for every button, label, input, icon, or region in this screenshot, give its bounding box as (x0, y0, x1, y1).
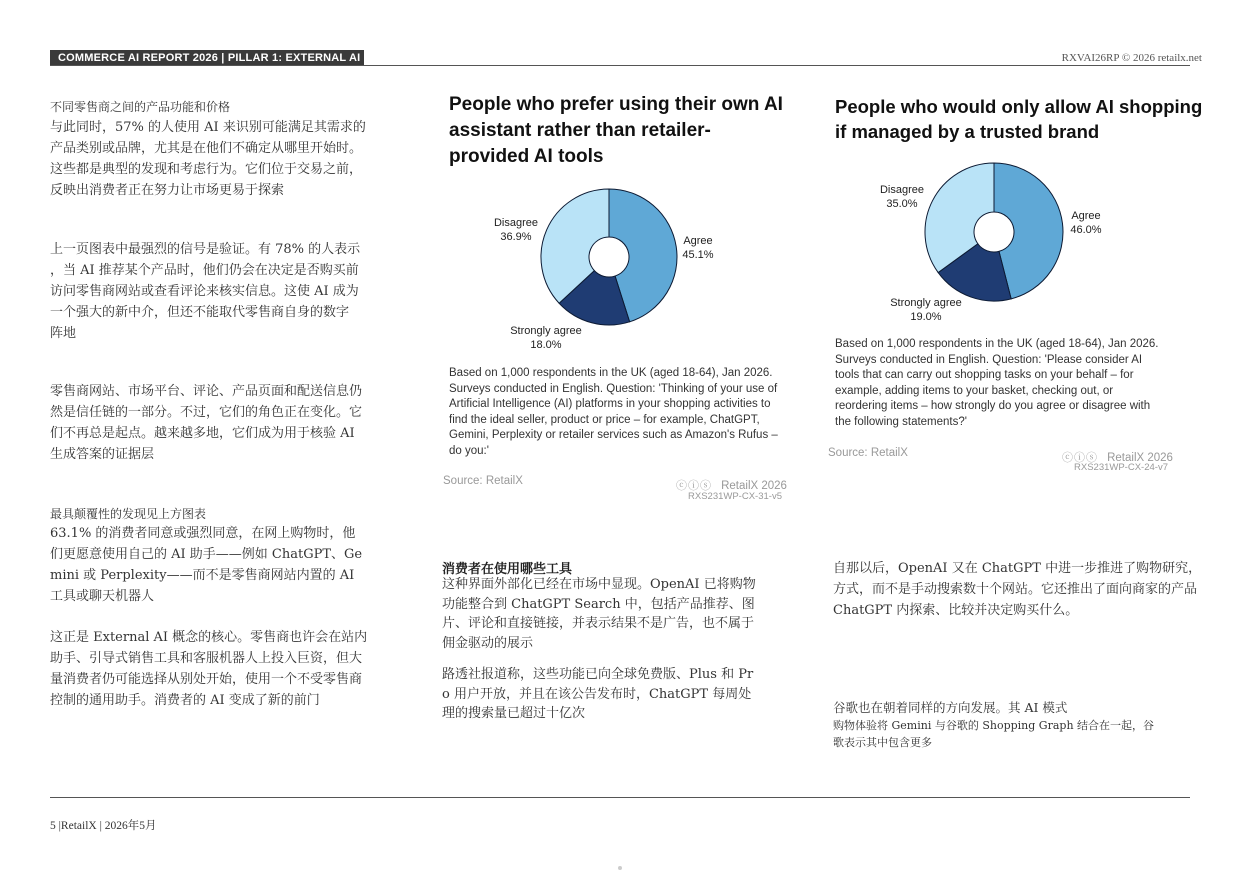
creative-commons-icon: ⓒⓘⓢ (676, 479, 712, 492)
text-line: 工具或聊天机器人 (50, 589, 155, 604)
text-line: 功能整合到 ChatGPT Search 中，包括产品推荐、图 (442, 596, 755, 612)
note-line: tools that can carry out shopping tasks on your behalf – for (835, 369, 1134, 381)
note-line: reordering items – how strongly do you agree or disagree with (835, 400, 1151, 412)
chart-1-pie (430, 180, 810, 360)
text-line: 这些都是典型的发现和考虑行为。它们位于交易之前， (50, 162, 363, 177)
text-line: 片、评论和直接链接，并表示结果不是广告，也不属于 (442, 616, 755, 631)
middle-paragraph-1 (442, 575, 812, 653)
slice-label: Strongly agree (510, 325, 582, 337)
text-line: 访问零售商网站或查看评论来核实信息。这使 AI 成为 (50, 284, 359, 299)
note-line: Based on 1,000 respondents in the UK (aged 18-64), Jan 2026. (449, 367, 773, 379)
text-line: 方式，而不是手动搜索数十个网站。它还推出了面向商家的产品 (833, 582, 1198, 597)
chart-2-source: Source: RetailX (828, 447, 908, 459)
title-line: if managed by a trusted brand (835, 121, 1100, 142)
text-line: 零售商网站、市场平台、评论、产品页面和配送信息仍 (50, 384, 363, 399)
title-line: assistant rather than retailer- (449, 120, 711, 141)
slice-value-label: 18.0% (530, 339, 562, 351)
note-line: Gemini, Perplexity or retailer services such as Amazon's Rufus – (449, 429, 778, 441)
right-paragraph-2 (833, 699, 1233, 751)
section-heading: 消费者在使用哪些工具 (442, 562, 573, 577)
report-header-tag: COMMERCE AI REPORT 2026 | PILLAR 1: EXTERNAL AI (50, 50, 364, 66)
middle-paragraph-2 (442, 665, 812, 724)
text-line: 上一页图表中最强烈的信号是验证。有 78% 的人表示 (50, 242, 361, 257)
note-line: Based on 1,000 respondents in the UK (aged 18-64), Jan 2026. (835, 338, 1159, 350)
chart-2-brand: RetailX 2026 (1107, 452, 1173, 464)
text-line: 63.1% 的消费者同意或强烈同意，在网上购物时，他 (50, 526, 356, 541)
text-line: 们不再总是起点。越来越多地，它们成为用于核验 AI (50, 426, 355, 441)
paragraph-5 (50, 627, 410, 711)
page-indicator-dot (618, 866, 622, 870)
paragraph-3 (50, 381, 410, 465)
page-footer: 5 |RetailX | 2026年5月 (50, 820, 157, 832)
slice-label: Disagree (879, 184, 925, 196)
text-line: 阵地 (50, 326, 77, 341)
chart-1-note (449, 366, 809, 459)
footer-rule (50, 797, 1190, 798)
note-line: Surveys conducted in English. Question: 'Please consider AI (835, 353, 1143, 366)
text-line: ChatGPT 内探索、比较并决定购买什么。 (833, 603, 1079, 618)
text-line: 助手、引导式销售工具和客服机器人上投入巨资，但大 (50, 651, 363, 666)
text-line: 购物体验将 Gemini 与谷歌的 Shopping Graph 结合在一起，谷 (833, 719, 1155, 732)
text-line: 佣金驱动的展示 (442, 635, 534, 651)
chart-2-title (835, 94, 1205, 144)
text-line: 这种界面外部化已经在市场中显现。OpenAI 已将购物 (442, 577, 756, 592)
chart-2-code: RXS231WP-CX-24-v7 (1074, 462, 1168, 473)
chart-1-source: Source: RetailX (443, 475, 523, 487)
chart-1-title (449, 92, 819, 170)
slice-value-label: 35.0% (886, 198, 918, 210)
text-line: 理的搜索量已超过十亿次 (442, 706, 586, 721)
note-line: do you:' (449, 444, 489, 457)
chart-2-pie (815, 155, 1195, 335)
slice-label: Agree (683, 235, 713, 247)
slice-label: Agree (1071, 210, 1101, 222)
slice-label: Strongly agree (890, 297, 962, 309)
header-rule (50, 65, 1190, 66)
text-line: 与此同时，57% 的人使用 AI 来识别可能满足其需求的 (50, 120, 366, 135)
creative-commons-icon: ⓒⓘⓢ (1062, 451, 1098, 464)
text-line: 们更愿意使用自己的 AI 助手——例如 ChatGPT、Ge (50, 547, 363, 562)
report-reference: RXVAI26RP © 2026 retailx.net (1061, 52, 1202, 64)
paragraph-1 (50, 117, 410, 201)
note-line: Surveys conducted in English. Question: 'Thinking of your use of (449, 382, 778, 395)
note-line: example, adding items to your basket, checking out, or (835, 384, 1114, 397)
title-line: People who prefer using their own AI (449, 94, 783, 115)
title-line: People who would only allow AI shopping (835, 96, 1203, 117)
paragraph-heading: 谷歌也在朝着同样的方向发展。其 AI 模式 (833, 700, 1068, 715)
text-line: 控制的通用助手。消费者的 AI 变成了新的前门 (50, 693, 320, 708)
right-paragraph-1 (833, 558, 1240, 621)
note-line: find the ideal seller, product or price – for example, ChatGPT, (449, 413, 760, 426)
title-line: provided AI tools (449, 146, 604, 167)
text-line: o 用户开放，并且在该公告发布时，ChatGPT 每周处 (442, 686, 752, 702)
text-line: 一个强大的新中介，但还不能取代零售商自身的数字 (50, 305, 350, 320)
text-line: 歌表示其中包含更多 (833, 736, 932, 749)
text-line: ，当 AI 推荐某个产品时，他们仍会在决定是否购买前 (50, 263, 359, 278)
text-line: 生成答案的证据层 (50, 447, 155, 462)
text-line: 自那以后，OpenAI 又在 ChatGPT 中进一步推进了购物研究， (833, 561, 1202, 576)
slice-label: Disagree (493, 217, 539, 229)
note-line: the following statements?' (835, 415, 967, 428)
chart-1-brand: RetailX 2026 (721, 480, 787, 492)
text-line: 这正是 External AI 概念的核心。零售商也许会在站内 (50, 630, 368, 645)
text-line: 量消费者仍可能选择从别处开始，使用一个不受零售商 (50, 672, 363, 687)
note-line: Artificial Intelligence (AI) platforms in your shopping activities to (449, 398, 771, 410)
left-column (50, 98, 410, 201)
text-line: 反映出消费者正在努力让市场更易于探索 (50, 183, 285, 198)
slice-value-label: 46.0% (1070, 224, 1102, 236)
paragraph-4 (50, 505, 410, 607)
chart-2-note (835, 337, 1185, 430)
text-line: 产品类别或品牌，尤其是在他们不确定从哪里开始时。 (50, 141, 363, 156)
text-line: mini 或 Perplexity——而不是零售商网站内置的 AI (50, 568, 355, 583)
slice-value-label: 36.9% (500, 231, 532, 243)
chart-1-code: RXS231WP-CX-31-v5 (688, 491, 782, 502)
slice-value-label: 19.0% (910, 311, 942, 323)
paragraph-2 (50, 239, 410, 344)
text-line: 然是信任链的一部分。不过，它们的角色正在变化。它 (50, 405, 363, 420)
text-line: 路透社报道称，这些功能已向全球免费版、Plus 和 Pr (442, 667, 754, 682)
paragraph-heading: 最具颠覆性的发现见上方图表 (50, 507, 207, 521)
slice-value-label: 45.1% (682, 249, 714, 261)
paragraph-heading: 不同零售商之间的产品功能和价格 (50, 100, 231, 114)
